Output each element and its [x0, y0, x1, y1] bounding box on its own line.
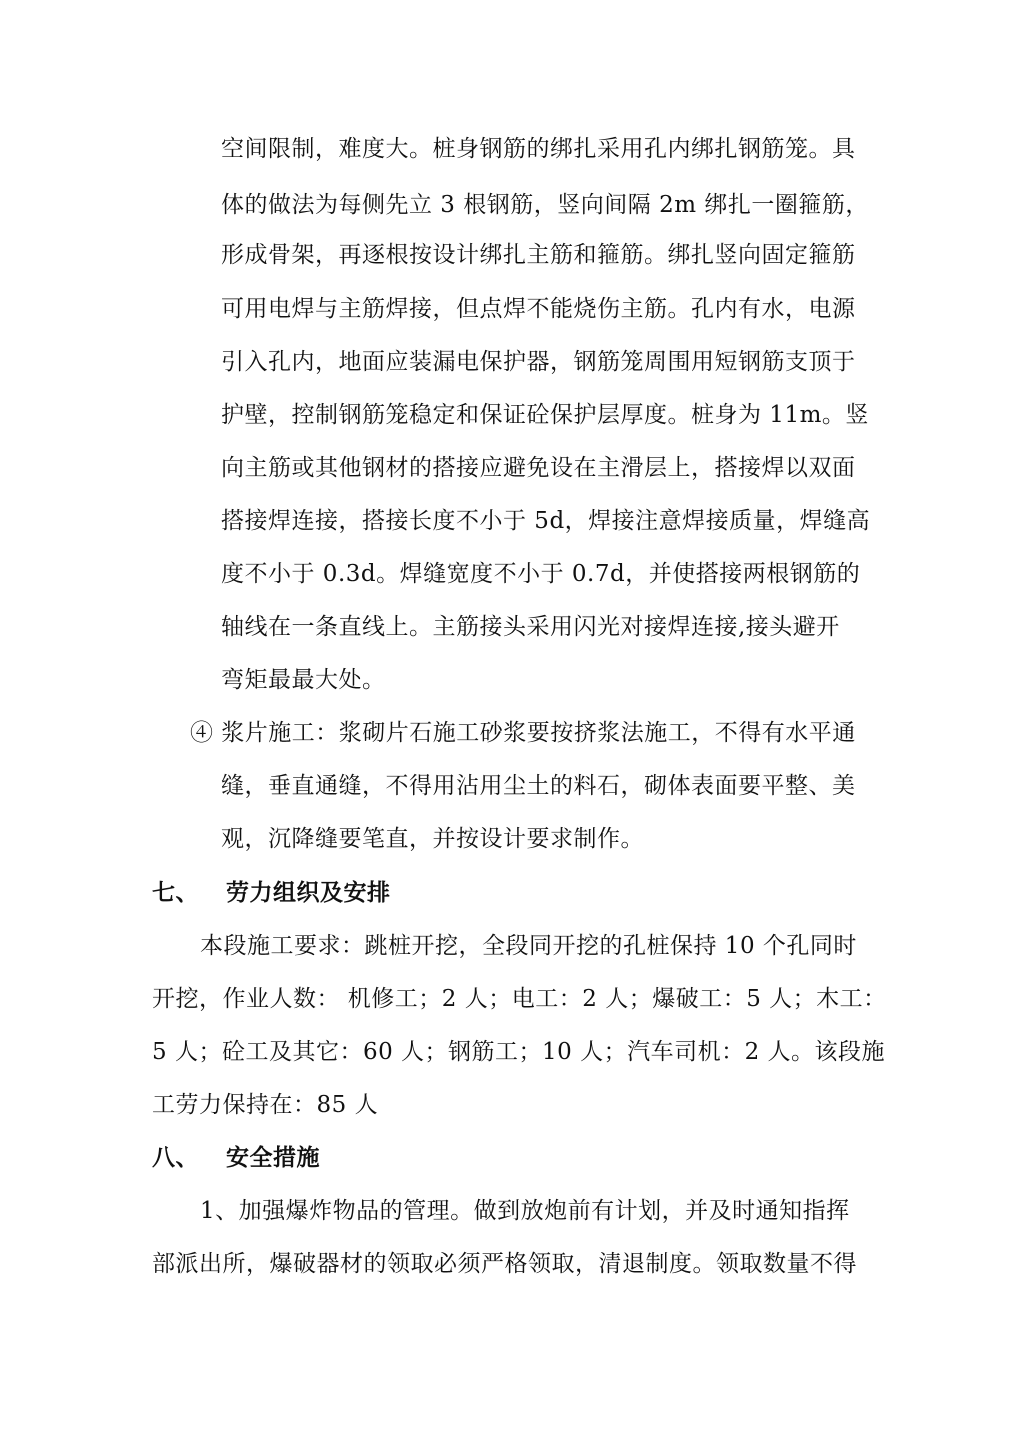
- body-line: 5 人；砼工及其它：60 人；钢筋工；10 人；汽车司机：2 人。该段施: [152, 1039, 886, 1065]
- body-line: 开挖，作业人数： 机修工；2 人；电工：2 人；爆破工：5 人；木工：: [152, 986, 887, 1012]
- body-line: 轴线在一条直线上。主筋接头采用闪光对接焊连接,接头避开: [221, 614, 840, 640]
- section-heading-7: [152, 878, 391, 908]
- body-line: 搭接焊连接，搭接长度不小于 5d，焊接注意焊接质量，焊缝高: [221, 508, 871, 534]
- body-line: 形成骨架，再逐根按设计绑扎主筋和箍筋。绑扎竖向固定箍筋: [221, 242, 856, 268]
- section-title: 安全措施: [226, 1144, 320, 1171]
- body-line: 工劳力保持在：85 人: [152, 1092, 379, 1118]
- body-line: 部派出所，爆破器材的领取必须严格领取，清退制度。领取数量不得: [152, 1251, 857, 1277]
- section-number: 八、: [152, 1144, 199, 1171]
- body-line: 可用电焊与主筋焊接，但点焊不能烧伤主筋。孔内有水，电源: [221, 296, 856, 322]
- body-line: 护壁，控制钢筋笼稳定和保证砼保护层厚度。桩身为 11m。竖: [221, 402, 869, 428]
- section-heading-8: [152, 1143, 320, 1173]
- body-line: 空间限制，难度大。桩身钢筋的绑扎采用孔内绑扎钢筋笼。具: [221, 136, 856, 162]
- body-line: 引入孔内，地面应装漏电保护器，钢筋笼周围用短钢筋支顶于: [221, 349, 856, 375]
- body-line: 观，沉降缝要笔直，并按设计要求制作。: [221, 826, 644, 852]
- body-line: 体的做法为每侧先立 3 根钢筋，竖向间隔 2m 绑扎一圈箍筋，: [221, 192, 869, 218]
- body-line: 弯矩最最大处。: [221, 667, 386, 693]
- body-line: 缝，垂直通缝，不得用沾用尘土的料石，砌体表面要平整、美: [221, 773, 856, 799]
- body-line: 本段施工要求：跳桩开挖，全段同开挖的孔桩保持 10 个孔同时: [200, 933, 857, 959]
- body-line: 1、加强爆炸物品的管理。做到放炮前有计划，并及时通知指挥: [200, 1198, 850, 1224]
- body-line: 度不小于 0.3d。焊缝宽度不小于 0.7d，并使搭接两根钢筋的: [221, 561, 861, 587]
- section-number: 七、: [152, 879, 199, 906]
- list-item-4: ④ 浆片施工：浆砌片石施工砂浆要按挤浆法施工，不得有水平通: [190, 720, 856, 746]
- body-line: 向主筋或其他钢材的搭接应避免设在主滑层上，搭接焊以双面: [221, 455, 856, 481]
- section-title: 劳力组织及安排: [226, 879, 391, 906]
